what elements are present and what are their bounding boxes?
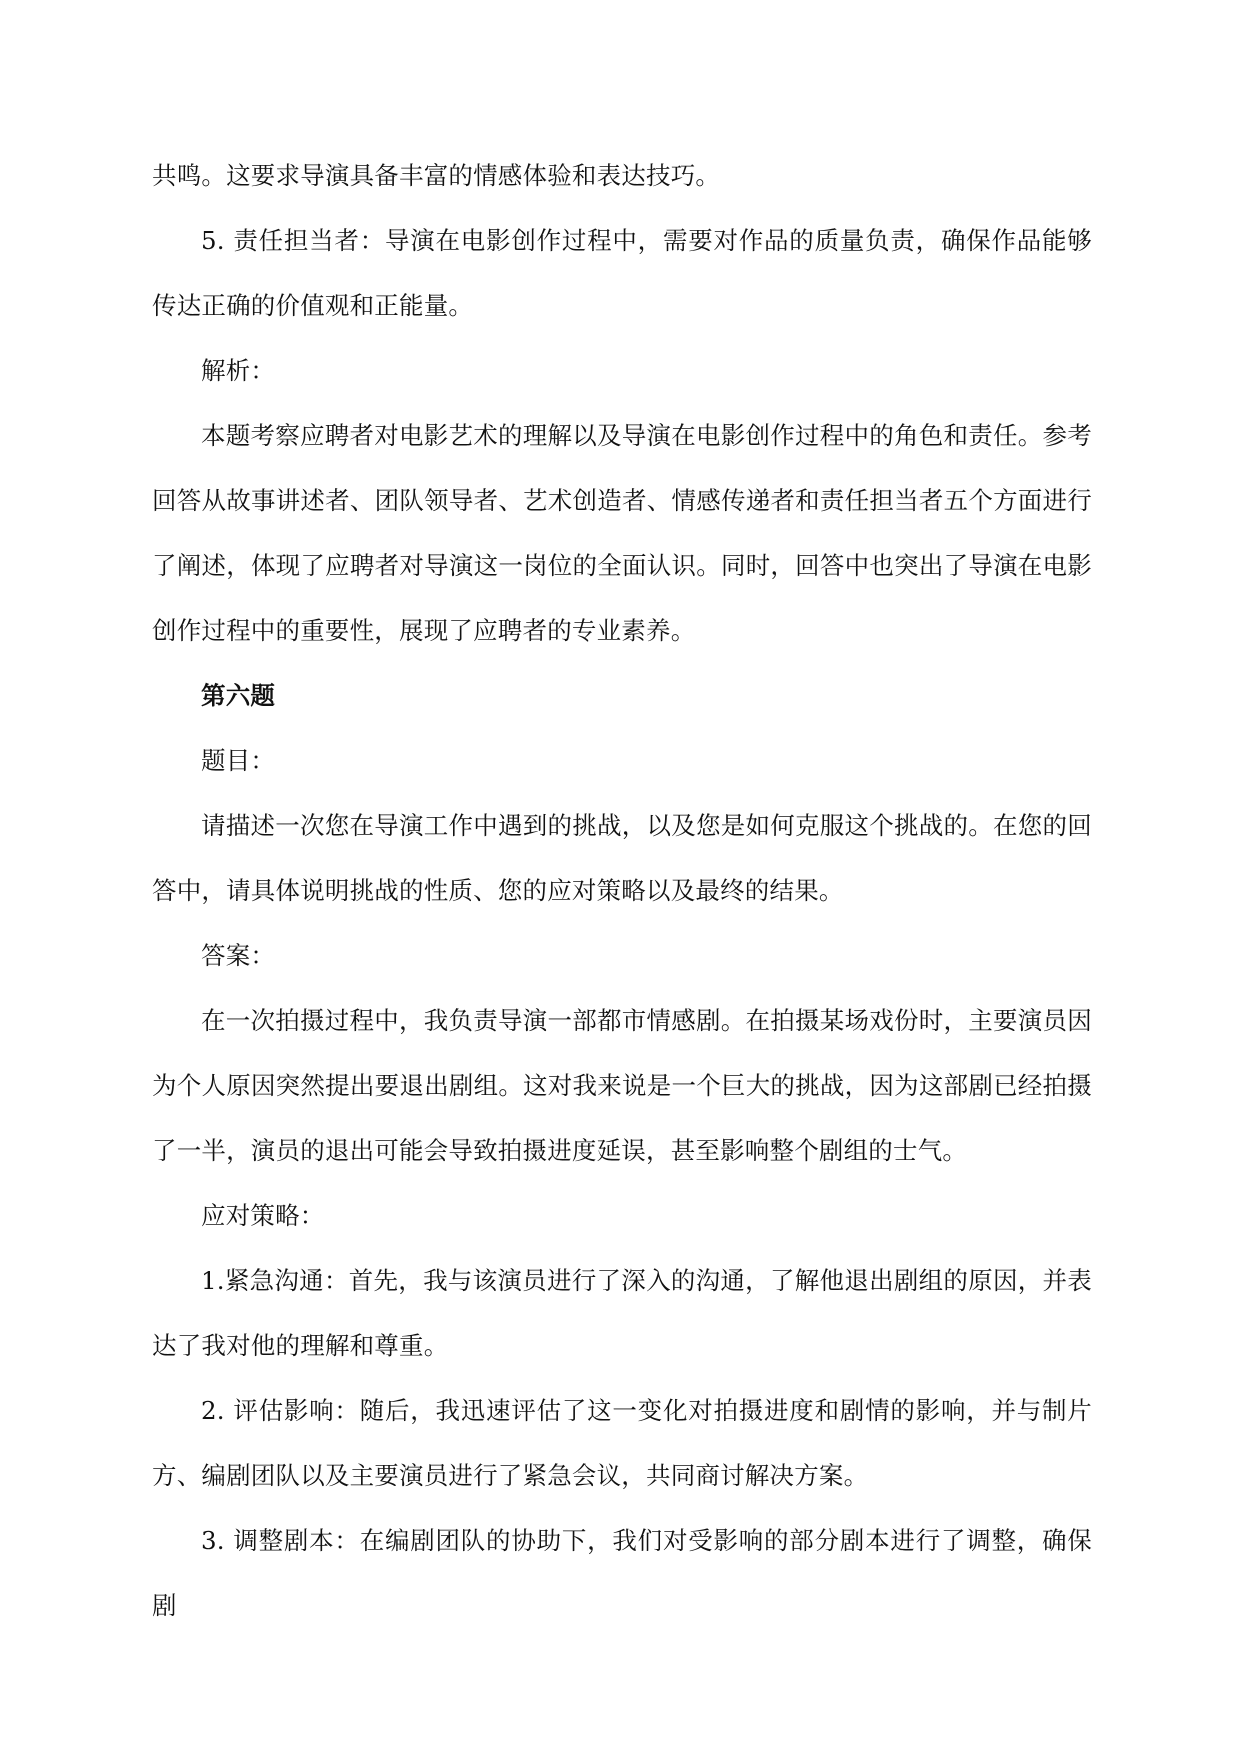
paragraph-answer: 在一次拍摄过程中，我负责导演一部都市情感剧。在拍摄某场戏份时，主要演员因为个人原因突然提出要退出剧组。这对我来说是一个巨大的挑战，因为这部剧已经拍摄了一半，演员的退出可能会导致拍摄进度延误，甚至影响整个剧组的士气。 (152, 1006, 1092, 1165)
paragraph-analysis: 本题考察应聘者对电影艺术的理解以及导演在电影创作过程中的角色和责任。参考回答从故事讲述者、团队领导者、艺术创造者、情感传递者和责任担当者五个方面进行了阐述，体现了应聘者对导演这一岗位的全面认识。同时，回答中也突出了导演在电影创作过程中的重要性，展现了应聘者的专业素养。 (152, 421, 1092, 645)
paragraph-point-5: 5. 责任担当者：导演在电影创作过程中，需要对作品的质量负责，确保作品能够传达正确的价值观和正能量。 (152, 226, 1092, 320)
paragraph-strategy-2: 2. 评估影响：随后，我迅速评估了这一变化对拍摄进度和剧情的影响，并与制片方、编剧团队以及主要演员进行了紧急会议，共同商讨解决方案。 (152, 1396, 1092, 1490)
section-heading: 第六题 (201, 681, 276, 710)
paragraph-answer-label: 答案： (201, 941, 276, 970)
paragraph-question-label: 题目： (201, 746, 276, 775)
paragraph-strategy-3: 3. 调整剧本：在编剧团队的协助下，我们对受影响的部分剧本进行了调整，确保剧 (152, 1526, 1092, 1620)
document-body (152, 143, 1092, 1638)
paragraph-continuation: 共鸣。这要求导演具备丰富的情感体验和表达技巧。 (152, 161, 721, 190)
paragraph-question: 请描述一次您在导演工作中遇到的挑战，以及您是如何克服这个挑战的。在您的回答中，请具体说明挑战的性质、您的应对策略以及最终的结果。 (152, 811, 1092, 905)
paragraph-strategy-label: 应对策略： (201, 1201, 325, 1230)
paragraph-analysis-label: 解析： (201, 356, 276, 385)
paragraph-strategy-1: 1.紧急沟通：首先，我与该演员进行了深入的沟通，了解他退出剧组的原因，并表达了我对他的理解和尊重。 (152, 1266, 1092, 1360)
